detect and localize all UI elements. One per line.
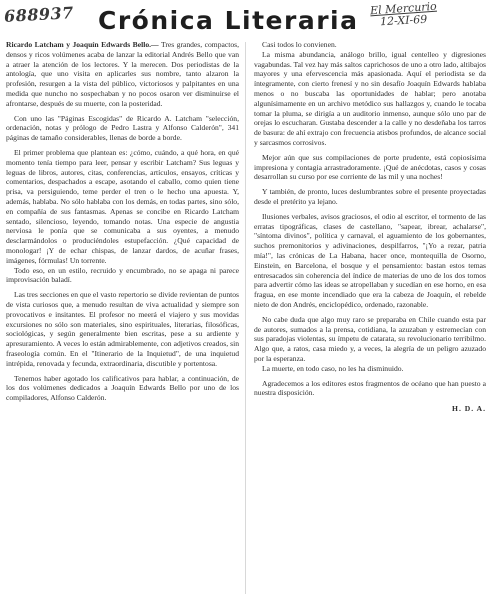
paragraph: Agradecemos a los editores estos fragmentos de océano que han puesto a nuestra disposición.: [254, 378, 486, 398]
paragraph: Casi todos lo convienen.: [262, 40, 337, 49]
author-signature: H. D. A.: [452, 404, 486, 414]
paragraph: No cabe duda que algo muy raro se preparaba en Chile cuando esta par de autores, sumados a la prensa, cotidiana, la azuzaban y estremecían con sus paradojas violentas, su ímpetu de catarata, su revolucionario terribilmo. Algo que, a ratos, casa miedo y, a veces, la alegría de un peligro azuzado por la esperanza.: [254, 314, 486, 363]
paragraph: [6, 40, 239, 109]
paragraph: Las tres secciones en que el vasto repertorio se divide revientan de puntos de vista curiosos que, a menudo resultan de viva actualidad y siempre son provocativos e insitantes. El profesor no meerá el viajero y sus movidas excursiones no sólo son materiales, sino espirituales, literarias, filosóficas, sociológicas, y según generalmente bien escritas, pese a su ardiente y apresuramiento. A veces lo están admirablemente, con adjetivos creados, sin fraseología común. En el "Itinerario de la Inquietud", de una inquietud intrépida, renovada y fecunda, extraordinaria, discutible y portentosa.: [6, 290, 239, 368]
article-title: Crónica Literaria: [98, 6, 359, 35]
paragraph: La misma abundancia, análogo brillo, igual centelleo y digresiones vagabundas. Tal vez hay más saltos caprichosos de uno a otro lado, altibajos mayores y una efervescencia más apasionada. Aquí el periodista se da íntegramente, con cierto frenesí y no sin desafío Joaquín Edwards hablaba menos o no buscaba las oportunidades de hablar; pero anotaba algunísimamente en un archivo metódico sus hallazgos y, cuando le tocaba tomar la pluma, se dirigía a un auditorio inmenso, aunque sólo uno par de orejas lo escucharan. Gustaba descender a la calle y no desdeñaba los tarros de basura: de ahí extrajo con frecuencia atisbos profundos, de alcance social y sarcasmos corrosivos.: [254, 49, 486, 147]
handwritten-catalog-number: 688937: [3, 3, 75, 26]
byline: Ricardo Latcham y Joaquín Edwards Bello.—: [6, 40, 159, 49]
column-divider: [245, 42, 246, 594]
paragraph: Y también, de pronto, luces deslumbrantes sobre el presente proyectadas desde el pretérito ya lejano.: [254, 187, 486, 206]
paragraph: Ilusiones verbales, avisos graciosos, el odio al escritor, el tormento de las erratas tipográficas, clases de castellano, "sapear, ibrear, achalarse", "síntoma divinos", política y carnaval, el aguamiento de los gobernantes, suchos premonitorios y adivinaciones, despilfarros, "¡Yo a rezar, patria mía!", las crónicas de La Habana, hacer once, montequilla de Osorno, Einstein, en Barcelona, el bosque y el pensamiento: bastan estos temas entresacados sin coherencia del índice de materias de uno de los dos tomos para advertir cómo las ideas se atropellaban y sucedían en ese horno, en esa fragua, en ese monte incendiado que era la cabeza de Joaquín, el rebelde nieto de don Andrés, enciclopédico, ordenado, razonable.: [254, 211, 486, 309]
handwritten-newspaper-name: El Mercurio: [369, 0, 438, 18]
paragraph: La muerte, en todo caso, no les ha disminuido.: [262, 363, 404, 373]
right-column: [254, 40, 486, 414]
handwritten-date: 12-XI-69: [379, 12, 428, 29]
paragraph: Con uno las "Páginas Escogidas" de Ricardo A. Latcham "selección, ordenación, notas y prólogo de Pedro Lastra y Alfonso Calderón", 341 páginas de tamaño considerables, llenas de borde a borde.: [6, 113, 239, 143]
paragraph-text: Tres grandes, compactos, densos y ricos volúmenes acaba de lanzar la editorial Andrés Bello que van a atraer la atención de los lectores. Y la merecen. Dos periodistas de la antología, que uno visita en aplicarles sus nombre, tanto alzaron la profesión, resurgen a la vista del público, victoriosos y palpitantes en una medida que nuncho no sospechaban y no pocos osaron ver disminuirse el afrontarse, después de su muerte, con la posteridad.: [6, 40, 239, 108]
paragraph: El primer problema que plantean es: ¿cómo, cuándo, a qué hora, en qué momento tenía tiempo para leer, pensar y escribir Latcham? Sus leguas y leguas de libros, autores, citas, conferencias, artículos, ensayos, críticas y comentarios, despachados a escape, asotando el caballo, como quien tiene prisa, va persiguiendo, teme perder el tren o le hecho una apuesta. Y, además, hablaba. No sólo hablaba con los demás, en todas partes, sino sólo, en compañía de sus fantasmas. Apenas se concibe en Ricardo Latcham sentado, silencioso, leyendo, tomando notas. Una especie de angustia nerviosa le ponía que se comunicaba a sus oyentes, a menudo desclarmándolos o produciéndoles estupefacción. ¿Qué capacidad de monologar! ¡Y de echar chispas, de lanzar dardos, de acuñar frases, imágenes, fórmulas! Un torrente.: [6, 147, 239, 265]
paragraph: Tenemos haber agotado los calificativos para hablar, a continuación, de los dos volúmenes dedicados a Joaquín Edwards Bello por uno de los compiladores, Alfonso Calderón.: [6, 373, 239, 403]
paragraph: Mejor aún que sus compilaciones de porte prudente, está copiosísima impresiona y contagia arrastradoramente. ¡Qué de anécdotas, casos y cosas desarrollan su curso por ese corriente de las mil y una noches!: [254, 152, 486, 182]
left-column: [6, 40, 239, 403]
paragraph: Todo eso, en un estilo, recruido y encumbrado, no se apaga ni parece improvisación baladí.: [6, 265, 239, 285]
